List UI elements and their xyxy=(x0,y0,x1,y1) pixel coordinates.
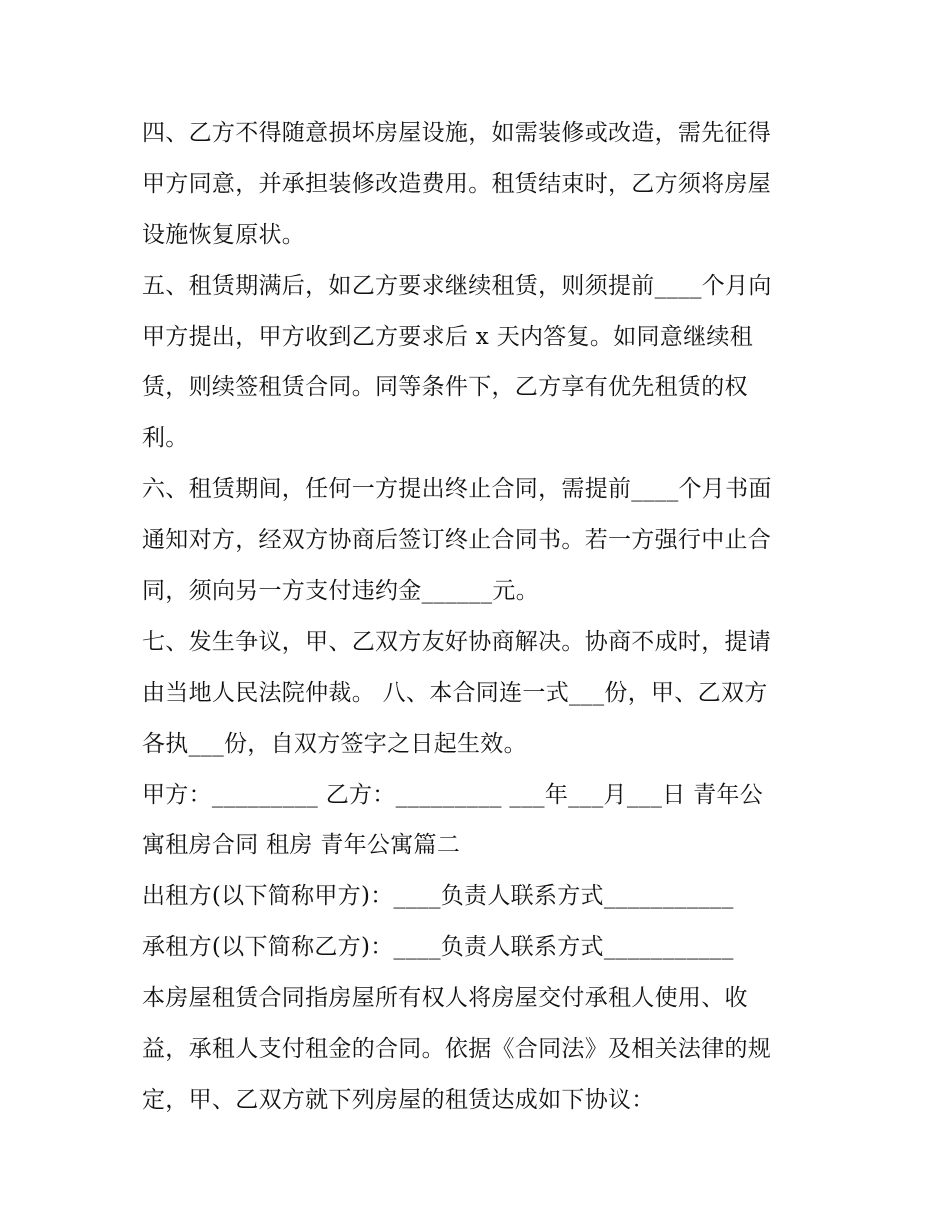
section-title-line: 寓租房合同 租房 青年公寓篇二 xyxy=(142,832,461,859)
clause-5-line-4: 利。 xyxy=(142,425,189,452)
signature-line: 甲方：_________ 乙方：_________ ___年___月___日 青年公 xyxy=(142,781,764,808)
lessor-line: 出租方(以下简称甲方)：____负责人联系方式___________ xyxy=(142,883,734,910)
lessee-line: 承租方(以下简称乙方)：____负责人联系方式___________ xyxy=(142,934,734,961)
intro-line-2: 益，承租人支付租金的合同。依据《合同法》及相关法律的规 xyxy=(142,1036,772,1063)
clause-8-line: 各执___份，自双方签字之日起生效。 xyxy=(142,730,527,757)
clause-7-line-2: 由当地人民法院仲裁。 八、本合同连一式___份，甲、乙双方 xyxy=(142,679,768,706)
clause-5-line-2: 甲方提出，甲方收到乙方要求后 x 天内答复。如同意继续租 xyxy=(142,323,753,350)
intro-line-3: 定，甲、乙双方就下列房屋的租赁达成如下协议： xyxy=(142,1086,655,1113)
clause-4-line-1: 四、乙方不得随意损坏房屋设施，如需装修或改造，需先征得 xyxy=(142,120,772,146)
contract-text xyxy=(142,108,822,1126)
clause-4-line-3: 设施恢复原状。 xyxy=(142,221,306,248)
intro-line-1: 本房屋租赁合同指房屋所有权人将房屋交付承租人使用、收 xyxy=(142,985,748,1012)
clause-5-line-3: 赁，则续签租赁合同。同等条件下，乙方享有优先租赁的权 xyxy=(142,374,748,401)
clause-6-line-3: 同，须向另一方支付违约金______元。 xyxy=(142,578,539,605)
clause-6-line-2: 通知对方，经双方协商后签订终止合同书。若一方强行中止合 xyxy=(142,527,772,554)
clause-7-line-1: 七、发生争议，甲、乙双方友好协商解决。协商不成时，提请 xyxy=(142,628,772,655)
clause-6-line-1: 六、租赁期间，任何一方提出终止合同，需提前____个月书面 xyxy=(142,476,772,503)
clause-5-line-1: 五、租赁期满后，如乙方要求继续租赁，则须提前____个月向 xyxy=(142,272,772,299)
clause-4-line-2: 甲方同意，并承担装修改造费用。租赁结束时，乙方须将房屋 xyxy=(142,170,772,197)
